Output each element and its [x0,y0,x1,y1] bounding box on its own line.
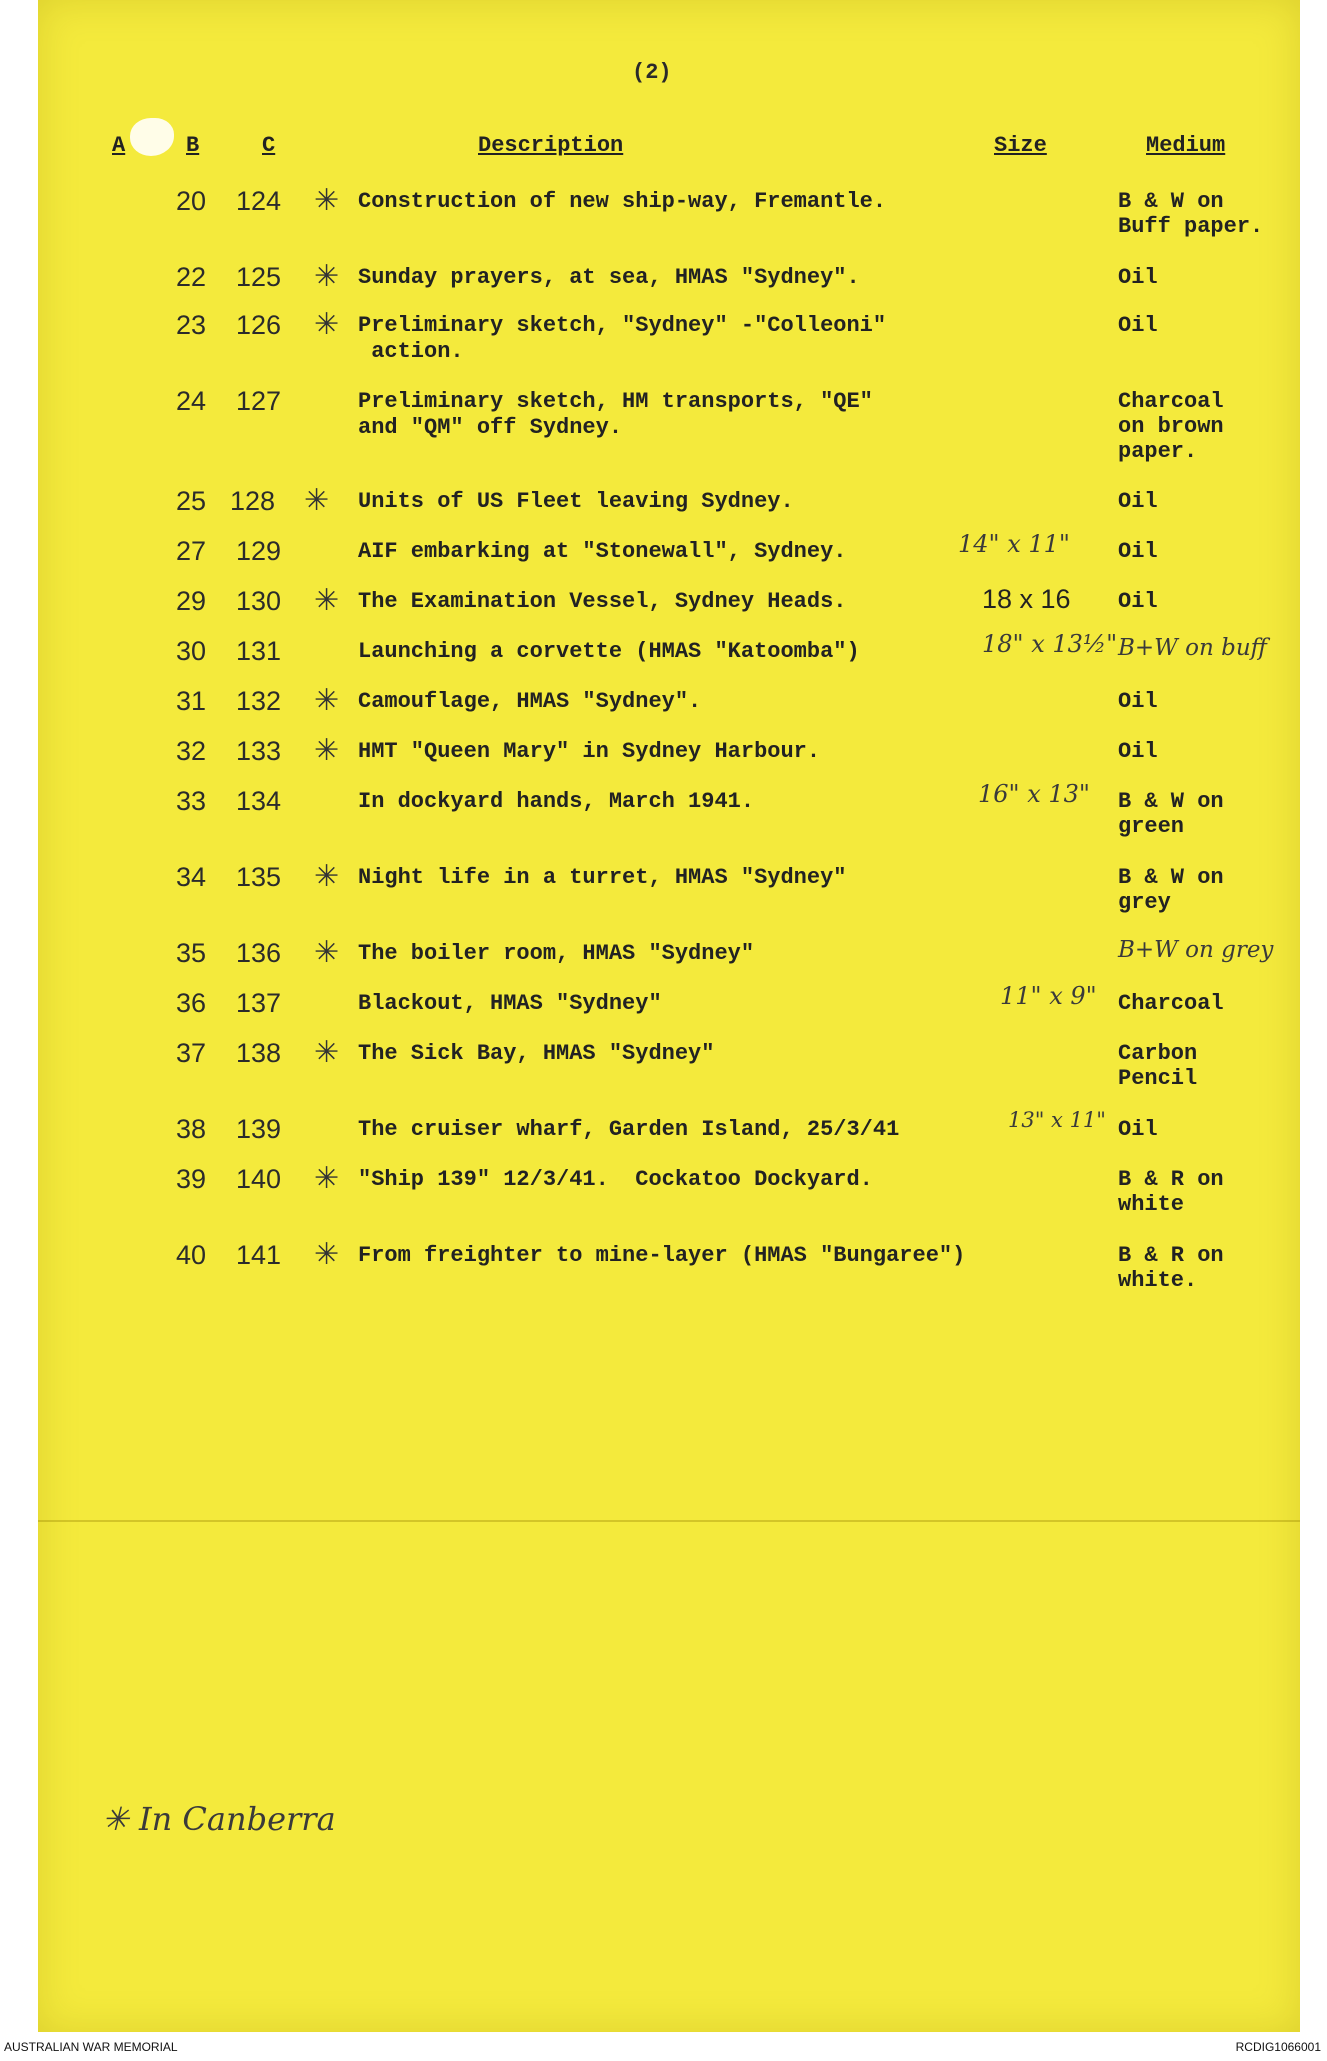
medium: B & W on green [1118,789,1224,839]
number-a: 39 [176,1164,207,1194]
medium: Oil [1118,689,1158,714]
number-a: 23 [176,310,207,340]
number-a: 35 [176,938,207,968]
number-a: 40 [176,1240,207,1270]
number-b: 136 [236,938,282,968]
medium: Carbon Pencil [1118,1041,1198,1091]
number-b: 135 [236,862,282,892]
table-row [0,183,1327,246]
description: Sunday prayers, at sea, HMAS "Sydney". [358,265,860,290]
asterisk-mark: ✳ [314,1035,340,1070]
number-a: 22 [176,262,207,292]
number-a: 36 [176,988,207,1018]
number-b: 141 [236,1240,282,1270]
medium: Charcoal on brown paper. [1118,389,1224,464]
description: The Examination Vessel, Sydney Heads. [358,589,847,614]
asterisk-mark: ✳ [314,1161,340,1196]
number-b: 129 [236,536,282,566]
number-a: 27 [176,536,207,566]
asterisk-mark: ✳ [314,307,340,342]
description: Camouflage, HMAS "Sydney". [358,689,702,714]
description: Preliminary sketch, HM transports, "QE" and "QM" off Sydney. [358,389,873,440]
table-row [0,859,1327,922]
description: Construction of new ship-way, Fremantle. [358,189,887,214]
size-handwritten: 18" x 13½" [982,630,1118,658]
number-b: 127 [236,386,282,416]
number-a: 31 [176,686,207,716]
medium: B & R on white [1118,1167,1224,1217]
description: Preliminary sketch, "Sydney" -"Colleoni" action. [358,313,887,364]
number-b: 140 [236,1164,282,1194]
number-a: 34 [176,862,207,892]
number-b: 126 [236,310,282,340]
medium: Oil [1118,739,1158,764]
table-row [0,780,1327,846]
handwritten-footnote: ✳ In Canberra [102,1800,336,1838]
asterisk-mark: ✳ [314,259,340,294]
archive-credit: AUSTRALIAN WAR MEMORIAL [4,2040,178,2054]
column-header-description: Description [478,133,624,158]
description: AIF embarking at "Stonewall", Sydney. [358,539,847,564]
asterisk-mark: ✳ [314,183,340,218]
number-a: 33 [176,786,207,816]
medium: Oil [1118,1117,1158,1142]
asterisk-mark: ✳ [314,935,340,970]
asterisk-mark: ✳ [314,859,340,894]
number-a: 25 [176,486,207,516]
number-a: 29 [176,586,207,616]
number-b: 125 [236,262,282,292]
size-handwritten: 16" x 13" [978,780,1090,808]
number-b: 134 [236,786,282,816]
number-a: 30 [176,636,207,666]
medium: B & W on Buff paper. [1118,189,1264,239]
description: "Ship 139" 12/3/41. Cockatoo Dockyard. [358,1167,873,1192]
number-a: 32 [176,736,207,766]
asterisk-mark: ✳ [314,1237,340,1272]
number-b: 137 [236,988,282,1018]
table-row [0,1161,1327,1224]
medium: B & R on white. [1118,1243,1224,1293]
description: Blackout, HMAS "Sydney" [358,991,662,1016]
medium: Oil [1118,539,1158,564]
description: The Sick Bay, HMAS "Sydney" [358,1041,715,1066]
medium: Oil [1118,589,1158,614]
table-row [0,307,1327,370]
number-a: 20 [176,186,207,216]
medium: Charcoal [1118,991,1224,1016]
number-b: 138 [236,1038,282,1068]
number-b: 128 [230,486,276,516]
column-header-a: A [112,133,126,158]
description: The boiler room, HMAS "Sydney" [358,941,755,966]
paper-fold-line [38,1520,1300,1522]
number-b: 131 [236,636,282,666]
description: Night life in a turret, HMAS "Sydney" [358,865,847,890]
number-b: 133 [236,736,282,766]
size-handwritten: 13" x 11" [1008,1108,1106,1132]
medium: B & W on grey [1118,865,1224,915]
medium: Oil [1118,313,1158,338]
description: HMT "Queen Mary" in Sydney Harbour. [358,739,821,764]
column-header-medium: Medium [1146,133,1226,158]
number-b: 132 [236,686,282,716]
number-a: 38 [176,1114,207,1144]
medium-handwritten: B+W on grey [1118,937,1274,963]
table-row [0,386,1327,464]
number-b: 130 [236,586,282,616]
column-header-c: C [262,133,276,158]
asterisk-mark: ✳ [304,483,330,518]
number-b: 124 [236,186,282,216]
medium: Oil [1118,489,1158,514]
number-b: 139 [236,1114,282,1144]
size-handwritten: 14" x 11" [958,530,1070,558]
page-number: (2) [632,60,672,85]
column-header-b: B [186,133,200,158]
table-row [0,1237,1327,1300]
size-handwritten: 11" x 9" [1000,982,1097,1010]
table-row [0,1035,1327,1098]
record-id: RCDIG1066001 [1235,2040,1321,2054]
column-header-size: Size [994,133,1047,158]
description: Units of US Fleet leaving Sydney. [358,489,794,514]
number-a: 37 [176,1038,207,1068]
medium-handwritten: B+W on buff [1118,635,1267,661]
asterisk-mark: ✳ [314,683,340,718]
description: Launching a corvette (HMAS "Katoomba") [358,639,860,664]
description: The cruiser wharf, Garden Island, 25/3/41 [358,1117,900,1142]
medium: Oil [1118,265,1158,290]
asterisk-mark: ✳ [314,583,340,618]
number-a: 24 [176,386,207,416]
description: In dockyard hands, March 1941. [358,789,755,814]
size: 18 x 16 [982,584,1071,614]
asterisk-mark: ✳ [314,733,340,768]
description: From freighter to mine-layer (HMAS "Bungaree") [358,1243,966,1268]
